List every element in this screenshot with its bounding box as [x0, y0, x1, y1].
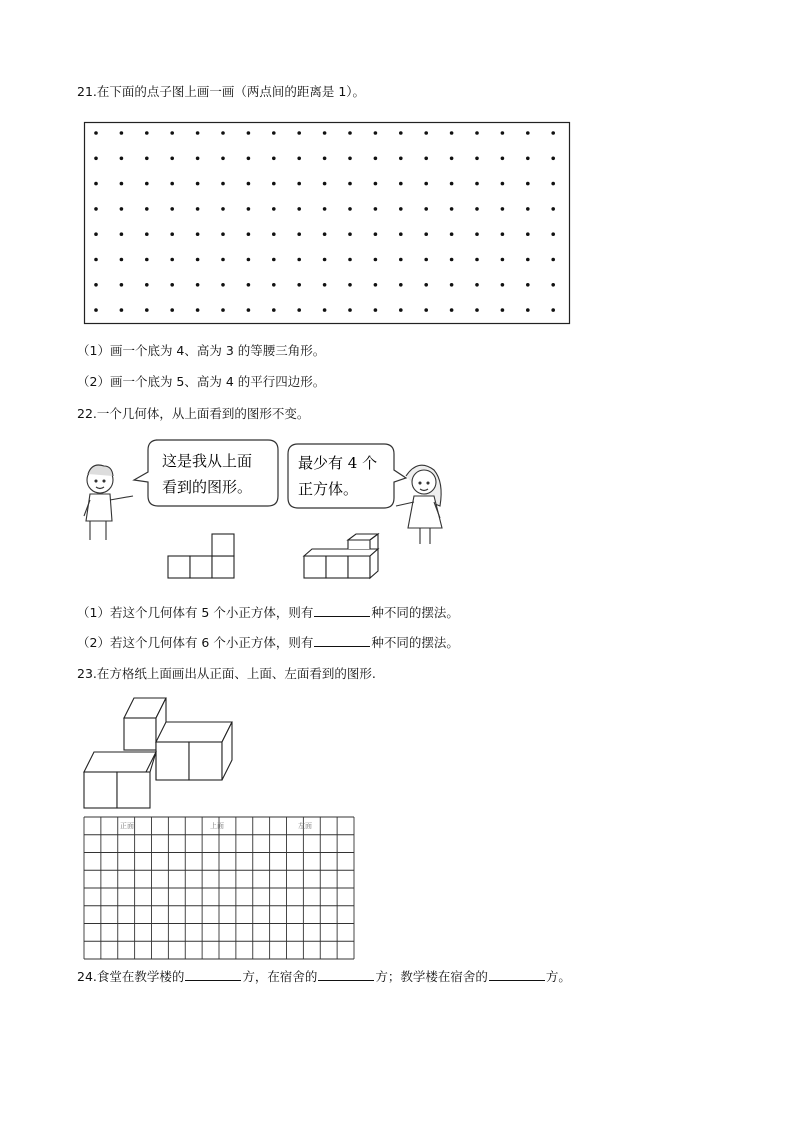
q23-title: 23.在方格纸上面画出从正面、上面、左面看到的图形. [77, 666, 376, 681]
grid-dot [348, 182, 352, 186]
grid-dot [170, 157, 174, 161]
grid-dot [221, 232, 225, 236]
grid-label-left: 左面 [298, 822, 312, 830]
grid-dot [297, 131, 301, 135]
grid-dot [120, 182, 124, 186]
grid-dot [272, 131, 276, 135]
grid-dot [501, 232, 505, 236]
grid-dot [323, 157, 327, 161]
grid-dot [475, 157, 479, 161]
grid-dot [170, 207, 174, 211]
grid-dot [221, 131, 225, 135]
grid-dot [501, 283, 505, 287]
grid-dot [424, 182, 428, 186]
q22-part1 [77, 604, 459, 621]
grid-dot [272, 258, 276, 262]
grid-dot [145, 157, 149, 161]
grid-dot [297, 232, 301, 236]
grid-dot [272, 182, 276, 186]
grid-dot [170, 283, 174, 287]
q22-title: 22.一个几何体，从上面看到的图形不变。 [77, 406, 310, 421]
grid-dot [501, 308, 505, 312]
grid-dot [120, 308, 124, 312]
grid-dot [475, 308, 479, 312]
q22-answer-blank-2[interactable] [314, 634, 370, 647]
grid-dot [450, 258, 454, 262]
grid-label-top: 上面 [210, 822, 224, 830]
grid-dot [170, 182, 174, 186]
grid-dot [526, 131, 530, 135]
dot-grid-border [85, 123, 570, 324]
q21-title: 21.在下面的点子图上画一画（两点间的距离是 1）。 [77, 84, 366, 99]
q22-part1-before: （1）若这个几何体有 5 个小正方体，则有 [77, 605, 314, 620]
grid-dot [297, 258, 301, 262]
grid-dot [348, 258, 352, 262]
grid-dot [399, 308, 403, 312]
grid-dot [221, 283, 225, 287]
grid-dot [120, 258, 124, 262]
square-grid-paper[interactable] [83, 816, 355, 960]
grid-dot [323, 232, 327, 236]
grid-dot [323, 207, 327, 211]
grid-dot [196, 258, 200, 262]
grid-dot [424, 258, 428, 262]
grid-dot [348, 308, 352, 312]
grid-dot [526, 258, 530, 262]
grid-dot [94, 232, 98, 236]
grid-dot [424, 232, 428, 236]
girl-bubble-line1: 最少有 4 个 [298, 454, 378, 472]
grid-dot [221, 182, 225, 186]
grid-dot [247, 308, 251, 312]
grid-dot [475, 182, 479, 186]
grid-dot [170, 232, 174, 236]
grid-dot [551, 182, 555, 186]
grid-dot [374, 182, 378, 186]
grid-dot [145, 258, 149, 262]
grid-dot [196, 207, 200, 211]
grid-dot [323, 308, 327, 312]
grid-dot [348, 131, 352, 135]
grid-dot [94, 308, 98, 312]
q22-part2-before: （2）若这个几何体有 6 个小正方体，则有 [77, 635, 314, 650]
grid-dot [297, 283, 301, 287]
grid-dot [272, 207, 276, 211]
grid-dot [120, 232, 124, 236]
boy-bubble-line1: 这是我从上面 [162, 452, 253, 470]
dot-grid-diagram[interactable] [84, 122, 570, 325]
grid-dot [94, 207, 98, 211]
grid-dot [399, 207, 403, 211]
boy-bubble-line2: 看到的图形。 [162, 478, 253, 496]
isometric-cube-figure [82, 690, 242, 810]
grid-dot [120, 207, 124, 211]
grid-dot [196, 182, 200, 186]
grid-dot [247, 182, 251, 186]
grid-dot [374, 131, 378, 135]
top-view-figure [168, 534, 234, 578]
grid-dot [120, 157, 124, 161]
grid-dot [450, 157, 454, 161]
grid-dot [297, 182, 301, 186]
grid-dot [247, 283, 251, 287]
grid-dot [120, 283, 124, 287]
q24-answer-blank-2[interactable] [318, 968, 374, 981]
grid-dot [221, 207, 225, 211]
grid-dot [475, 131, 479, 135]
grid-dot [501, 182, 505, 186]
q22-illustration [78, 436, 458, 586]
grid-dot [196, 131, 200, 135]
grid-dot [272, 308, 276, 312]
grid-dot [170, 131, 174, 135]
grid-dot [196, 232, 200, 236]
grid-dot [196, 157, 200, 161]
grid-dot [145, 232, 149, 236]
q24-seg4: 方。 [545, 969, 571, 984]
grid-dot [94, 182, 98, 186]
q22-part2-after: 种不同的摆法。 [371, 635, 459, 650]
grid-dot [526, 232, 530, 236]
grid-dot [94, 157, 98, 161]
grid-dot [323, 283, 327, 287]
q21-part1: （1）画一个底为 4、高为 3 的等腰三角形。 [77, 343, 326, 358]
grid-dot [221, 308, 225, 312]
grid-dot [399, 283, 403, 287]
q24-seg2: 方，在宿舍的 [242, 969, 318, 984]
grid-dot [374, 308, 378, 312]
grid-dot [221, 258, 225, 262]
grid-dot [501, 131, 505, 135]
grid-dot [94, 258, 98, 262]
q21-part2: （2）画一个底为 5、高为 4 的平行四边形。 [77, 374, 326, 389]
grid-dot [221, 157, 225, 161]
grid-dot [551, 232, 555, 236]
grid-dot [424, 207, 428, 211]
grid-dot [475, 232, 479, 236]
grid-dot [551, 283, 555, 287]
q24-answer-blank-1[interactable] [185, 968, 241, 981]
grid-dot [247, 131, 251, 135]
cube-stack-figure [304, 534, 378, 578]
grid-dot [94, 131, 98, 135]
grid-dot [501, 157, 505, 161]
q24-seg1: 24.食堂在教学楼的 [77, 969, 185, 984]
grid-dot [196, 283, 200, 287]
grid-dot [424, 131, 428, 135]
boy-figure [84, 465, 133, 540]
grid-dot [145, 308, 149, 312]
grid-dot [551, 131, 555, 135]
grid-dot [272, 283, 276, 287]
grid-dot [450, 308, 454, 312]
grid-dot [475, 207, 479, 211]
grid-dot [450, 283, 454, 287]
grid-dot [526, 283, 530, 287]
grid-dot [424, 283, 428, 287]
grid-dot [297, 207, 301, 211]
grid-dot [424, 308, 428, 312]
q22-part1-after: 种不同的摆法。 [371, 605, 459, 620]
grid-dot [450, 182, 454, 186]
grid-dot [297, 308, 301, 312]
grid-dot [399, 232, 403, 236]
q22-part2 [77, 634, 459, 651]
grid-dot [399, 182, 403, 186]
grid-dot [94, 283, 98, 287]
grid-dot [348, 232, 352, 236]
grid-dot [399, 157, 403, 161]
boy-speech-bubble [134, 440, 278, 506]
grid-dot [475, 258, 479, 262]
grid-dot [374, 157, 378, 161]
girl-bubble-line2: 正方体。 [298, 480, 359, 498]
grid-dot [424, 157, 428, 161]
grid-dot [399, 131, 403, 135]
grid-dot [247, 232, 251, 236]
grid-dot [247, 258, 251, 262]
grid-dot [170, 308, 174, 312]
grid-dot [526, 207, 530, 211]
q22-answer-blank-1[interactable] [314, 604, 370, 617]
grid-dot [247, 207, 251, 211]
grid-dot [323, 258, 327, 262]
grid-dot [297, 157, 301, 161]
grid-dot [450, 207, 454, 211]
grid-dot [120, 131, 124, 135]
grid-dot [170, 258, 174, 262]
grid-dot [526, 308, 530, 312]
grid-dot [348, 207, 352, 211]
grid-dot [374, 258, 378, 262]
grid-dot [450, 232, 454, 236]
grid-dot [501, 258, 505, 262]
grid-dot [551, 258, 555, 262]
grid-dot [551, 308, 555, 312]
grid-dot [374, 232, 378, 236]
grid-dot [475, 283, 479, 287]
grid-dot [374, 207, 378, 211]
grid-dot [399, 258, 403, 262]
q24-answer-blank-3[interactable] [489, 968, 545, 981]
grid-dot [145, 207, 149, 211]
grid-dot [501, 207, 505, 211]
grid-dot [145, 182, 149, 186]
q24-seg3: 方；教学楼在宿舍的 [375, 969, 488, 984]
grid-dot [450, 131, 454, 135]
grid-dot [323, 131, 327, 135]
grid-dot [196, 308, 200, 312]
q24-line [77, 968, 571, 985]
grid-dot [272, 232, 276, 236]
dot-grid-dots [94, 131, 555, 312]
grid-dot [374, 283, 378, 287]
grid-dot [348, 283, 352, 287]
grid-dot [551, 157, 555, 161]
grid-dot [551, 207, 555, 211]
grid-dot [323, 182, 327, 186]
grid-dot [145, 283, 149, 287]
grid-dot [526, 157, 530, 161]
grid-dot [145, 131, 149, 135]
grid-dot [247, 157, 251, 161]
grid-dot [348, 157, 352, 161]
grid-dot [272, 157, 276, 161]
grid-dot [526, 182, 530, 186]
grid-label-front: 正面 [120, 822, 134, 830]
